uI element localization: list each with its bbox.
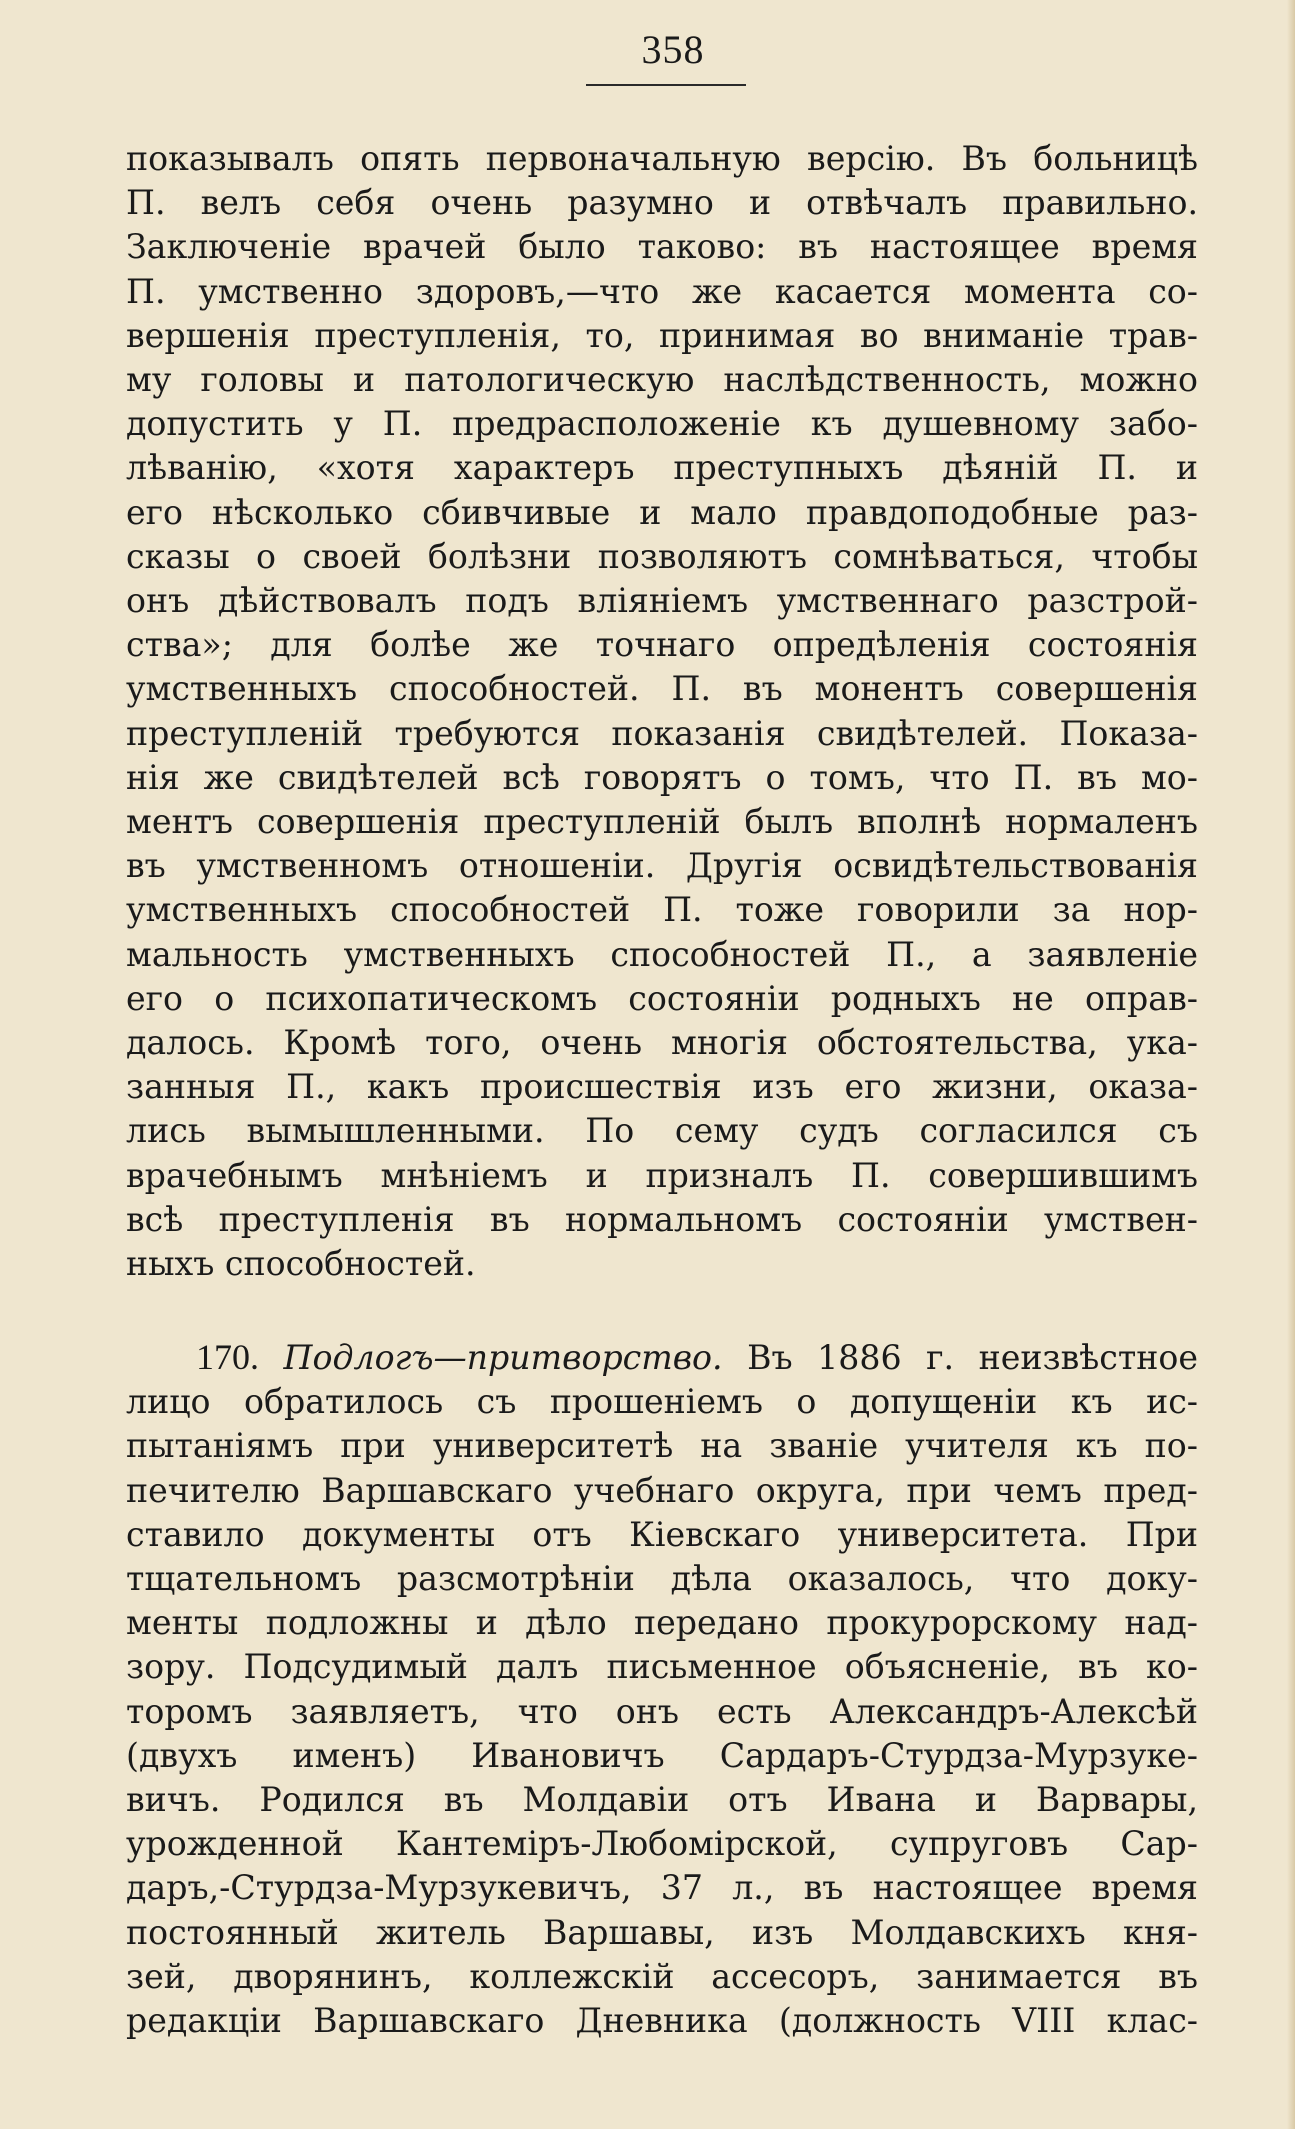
text-line: пытаніямъ при университетѣ на званіе учителя къ по- <box>126 1426 1198 1466</box>
text-line: далось. Кромѣ того, очень многія обстоятельства, ука- <box>126 1023 1198 1063</box>
section-heading-line <box>126 1335 1198 1380</box>
text-line: лѣванію, «хотя характеръ преступныхъ дѣяній П. и <box>126 448 1198 488</box>
page-number: 358 <box>641 27 705 72</box>
text-line: преступленій требуются показанія свидѣтелей. Показа- <box>126 713 1198 753</box>
text-line: всѣ преступленія въ нормальномъ состояніи умствен- <box>126 1199 1198 1239</box>
text-line: даръ,-Стурдза-Мурзукевичъ, 37 л., въ настоящее время <box>126 1868 1198 1908</box>
text-line: умственныхъ способностей П. тоже говорили за нор- <box>126 890 1198 930</box>
section-number: 170. <box>196 1337 259 1377</box>
text-line: его о психопатическомъ состояніи родныхъ не оправ- <box>126 978 1198 1018</box>
text-line: въ умственномъ отношеніи. Другія освидѣтельствованія <box>126 846 1198 886</box>
text-line: редакціи Варшавскаго Дневника (должность VIII клас- <box>126 2001 1198 2041</box>
text-line: постоянный житель Варшавы, изъ Молдавскихъ кня- <box>126 1912 1198 1952</box>
text-line: (двухъ именъ) Ивановичъ Сардаръ-Стурдза-Мурзуке- <box>126 1735 1198 1775</box>
paragraph-2 <box>126 1335 1198 2043</box>
text-line: урожденной Кантеміръ-Любомірской, супруговъ Сар- <box>126 1824 1198 1864</box>
text-line: Заключеніе врачей было таково: въ настоящее время <box>126 227 1198 267</box>
text-line: менты подложны и дѣло передано прокурорскому над- <box>126 1603 1198 1643</box>
text-line: печителю Варшавскаго учебнаго округа, при чемъ пред- <box>126 1470 1198 1510</box>
text-line: мальность умственныхъ способностей П., а заявленіе <box>126 934 1198 974</box>
text-line: П. велъ себя очень разумно и отвѣчалъ правильно. <box>126 183 1198 223</box>
text-line: допустить у П. предрасположеніе къ душевному забо- <box>126 404 1198 444</box>
text-line: ставило документы отъ Кіевскаго университета. При <box>126 1514 1198 1554</box>
text-line: онъ дѣйствовалъ подъ вліяніемъ умственнаго разстрой- <box>126 581 1198 621</box>
text-line: зей, дворянинъ, коллежскій ассесоръ, занимается въ <box>126 1956 1198 1996</box>
text-line: врачебнымъ мнѣніемъ и призналъ П. совершившимъ <box>126 1155 1198 1195</box>
paragraph-1 <box>126 137 1198 1286</box>
text-line: сказы о своей болѣзни позволяютъ сомнѣваться, чтобы <box>126 536 1198 576</box>
text-line: лицо обратилось съ прошеніемъ о допущеніи къ ис- <box>126 1382 1198 1422</box>
text-line: умственныхъ способностей. П. въ монентъ совершенія <box>126 669 1198 709</box>
text-line: ныхъ способностей. <box>126 1244 476 1284</box>
text-line: тщательномъ разсмотрѣніи дѣла оказалось, что доку- <box>126 1559 1198 1599</box>
section-title: Подлогъ—притворство. <box>283 1338 723 1377</box>
text-line: нія же свидѣтелей всѣ говорятъ о томъ, что П. въ мо- <box>126 757 1198 797</box>
text-line: вершенія преступленія, то, принимая во вниманіе трав- <box>126 315 1198 355</box>
text-line: ства»; для болѣе же точнаго опредѣленія состоянія <box>126 625 1198 665</box>
text-line: торомъ заявляетъ, что онъ есть Александръ-Алексѣй <box>126 1691 1198 1731</box>
page-edge-shadow <box>1287 0 1295 2129</box>
text-line: показывалъ опять первоначальную версію. Въ больницѣ <box>126 139 1198 178</box>
text-line: занныя П., какъ происшествія изъ его жизни, оказа- <box>126 1067 1198 1107</box>
text-line: зору. Подсудимый далъ письменное объясненіе, въ ко- <box>126 1647 1198 1687</box>
page-number-rule <box>586 84 746 86</box>
text-line: вичъ. Родился въ Молдавіи отъ Ивана и Варвары, <box>126 1780 1198 1820</box>
text-line: Въ 1886 г. неизвѣстное <box>747 1338 1198 1377</box>
text-line: П. умственно здоровъ,—что же касается момента со- <box>126 271 1198 311</box>
text-line: ментъ совершенія преступленій былъ вполнѣ нормаленъ <box>126 802 1198 842</box>
text-line: его нѣсколько сбивчивые и мало правдоподобные раз- <box>126 492 1198 532</box>
text-line: лись вымышленными. По сему судъ согласился съ <box>126 1111 1198 1151</box>
text-line: му головы и патологическую наслѣдственность, можно <box>126 360 1198 400</box>
